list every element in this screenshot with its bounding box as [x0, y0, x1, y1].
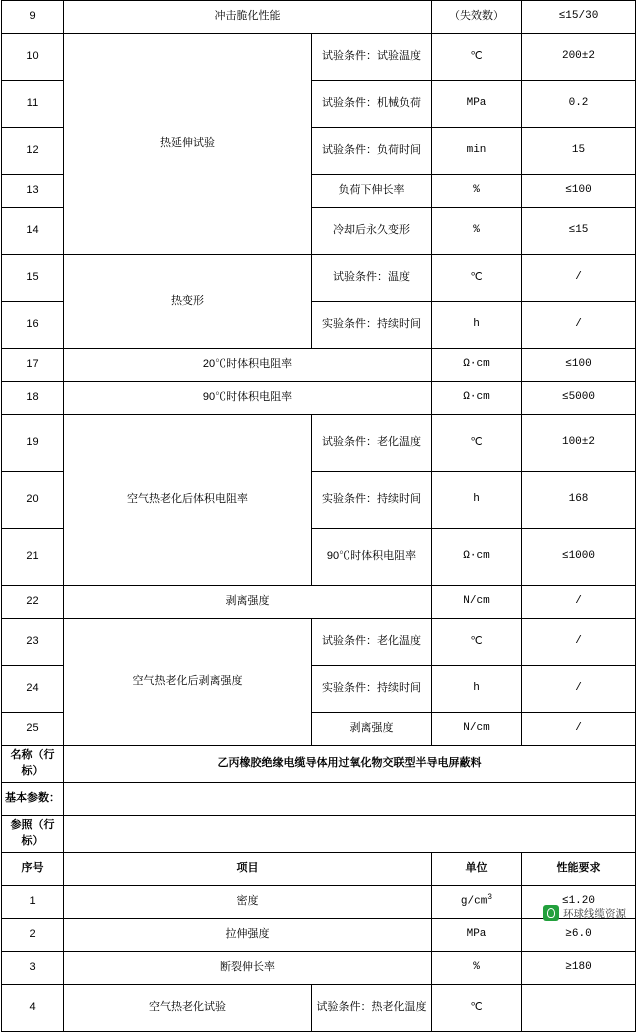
row-requirement: /: [522, 666, 636, 713]
row-no: 15: [2, 255, 64, 302]
meta-row-params: [2, 782, 636, 815]
row-requirement: 100±2: [522, 415, 636, 472]
row-no: 21: [2, 529, 64, 586]
row-condition: 试验条件：老化温度: [312, 415, 432, 472]
row-unit: N/cm: [432, 713, 522, 746]
header-no: 序号: [2, 852, 64, 885]
row-condition: 实验条件：持续时间: [312, 666, 432, 713]
row-condition: 实验条件：持续时间: [312, 302, 432, 349]
row-item: 热延伸试验: [64, 34, 312, 255]
row-condition: 试验条件：老化温度: [312, 619, 432, 666]
meta-value: 乙丙橡胶绝缘电缆导体用过氧化物交联型半导电屏蔽料: [64, 746, 636, 783]
row-item: 90℃时体积电阻率: [64, 382, 432, 415]
row-requirement: /: [522, 255, 636, 302]
row-requirement: ≤15: [522, 208, 636, 255]
row-condition: 90℃时体积电阻率: [312, 529, 432, 586]
row-unit: min: [432, 128, 522, 175]
table-row: [2, 918, 636, 951]
row-unit: %: [432, 175, 522, 208]
row-condition: 实验条件：持续时间: [312, 472, 432, 529]
row-no: 13: [2, 175, 64, 208]
row-unit: ℃: [432, 34, 522, 81]
header-item: 项目: [64, 852, 432, 885]
row-no: 10: [2, 34, 64, 81]
row-requirement: 168: [522, 472, 636, 529]
table-row: [2, 382, 636, 415]
row-requirement: [522, 984, 636, 1031]
meta-row-reference: [2, 815, 636, 852]
row-unit: （失效数）: [432, 1, 522, 34]
meta-value: [64, 782, 636, 815]
row-unit: h: [432, 472, 522, 529]
row-condition: 负荷下伸长率: [312, 175, 432, 208]
row-requirement: 0.2: [522, 81, 636, 128]
row-requirement: ≤5000: [522, 382, 636, 415]
row-requirement: /: [522, 586, 636, 619]
leaf-logo-icon: [543, 905, 559, 921]
row-unit: h: [432, 302, 522, 349]
table-row: [2, 255, 636, 302]
table-row: [2, 586, 636, 619]
row-condition: 试验条件：热老化温度: [312, 984, 432, 1031]
row-requirement: 200±2: [522, 34, 636, 81]
row-unit: Ω·cm: [432, 349, 522, 382]
row-item: 拉伸强度: [64, 918, 432, 951]
unit-superscript: 3: [487, 893, 493, 903]
row-item: 断裂伸长率: [64, 951, 432, 984]
row-condition: 剥离强度: [312, 713, 432, 746]
row-requirement: /: [522, 302, 636, 349]
row-no: 1: [2, 885, 64, 918]
row-no: 25: [2, 713, 64, 746]
meta-value: [64, 815, 636, 852]
row-condition: 试验条件：机械负荷: [312, 81, 432, 128]
row-requirement: ≤15/30: [522, 1, 636, 34]
row-requirement: ≤1000: [522, 529, 636, 586]
row-unit: h: [432, 666, 522, 713]
row-requirement: 15: [522, 128, 636, 175]
row-condition: 试验条件：试验温度: [312, 34, 432, 81]
row-requirement: ≥6.0: [522, 918, 636, 951]
spec-table-top: [1, 0, 636, 1032]
row-no: 23: [2, 619, 64, 666]
row-no: 17: [2, 349, 64, 382]
table-row: [2, 34, 636, 81]
row-item: 20℃时体积电阻率: [64, 349, 432, 382]
watermark: [539, 903, 630, 923]
row-unit: %: [432, 951, 522, 984]
row-unit: ℃: [432, 255, 522, 302]
row-requirement: ≥180: [522, 951, 636, 984]
table-row: [2, 984, 636, 1031]
row-requirement: ≤100: [522, 175, 636, 208]
row-unit: Ω·cm: [432, 382, 522, 415]
table-row: [2, 951, 636, 984]
row-no: 22: [2, 586, 64, 619]
row-item: 剥离强度: [64, 586, 432, 619]
row-item: 冲击脆化性能: [64, 1, 432, 34]
row-no: 2: [2, 918, 64, 951]
row-unit: ℃: [432, 984, 522, 1031]
row-no: 24: [2, 666, 64, 713]
row-requirement: ≤1.20: [522, 885, 636, 918]
row-no: 3: [2, 951, 64, 984]
meta-row-name: [2, 746, 636, 783]
table-header-row: [2, 852, 636, 885]
row-item: 空气热老化试验: [64, 984, 312, 1031]
row-no: 18: [2, 382, 64, 415]
row-item: 密度: [64, 885, 432, 918]
row-no: 4: [2, 984, 64, 1031]
watermark-label: 环球线缆资源: [563, 907, 626, 920]
row-no: 16: [2, 302, 64, 349]
table-row: [2, 619, 636, 666]
meta-label: 参照（行标）: [2, 815, 64, 852]
row-unit: ℃: [432, 415, 522, 472]
meta-label: 基本参数：: [2, 782, 64, 815]
row-no: 11: [2, 81, 64, 128]
row-requirement: /: [522, 619, 636, 666]
row-unit: Ω·cm: [432, 529, 522, 586]
row-item: 热变形: [64, 255, 312, 349]
table-row: [2, 415, 636, 472]
row-no: 19: [2, 415, 64, 472]
table-row: [2, 349, 636, 382]
row-unit: MPa: [432, 918, 522, 951]
row-no: 9: [2, 1, 64, 34]
row-unit: $g/cm^3$: [432, 885, 522, 918]
row-no: 12: [2, 128, 64, 175]
row-unit: N/cm: [432, 586, 522, 619]
row-unit: ℃: [432, 619, 522, 666]
row-condition: 试验条件：负荷时间: [312, 128, 432, 175]
row-condition: 试验条件：温度: [312, 255, 432, 302]
row-requirement: /: [522, 713, 636, 746]
row-item: 空气热老化后剥离强度: [64, 619, 312, 746]
row-item: 空气热老化后体积电阻率: [64, 415, 312, 586]
row-no: 20: [2, 472, 64, 529]
row-requirement: ≤100: [522, 349, 636, 382]
meta-label: 名称（行标）: [2, 746, 64, 783]
row-no: 14: [2, 208, 64, 255]
table-row: [2, 1, 636, 34]
row-condition: 冷却后永久变形: [312, 208, 432, 255]
row-unit: MPa: [432, 81, 522, 128]
row-unit: %: [432, 208, 522, 255]
header-requirement: 性能要求: [522, 852, 636, 885]
header-unit: 单位: [432, 852, 522, 885]
